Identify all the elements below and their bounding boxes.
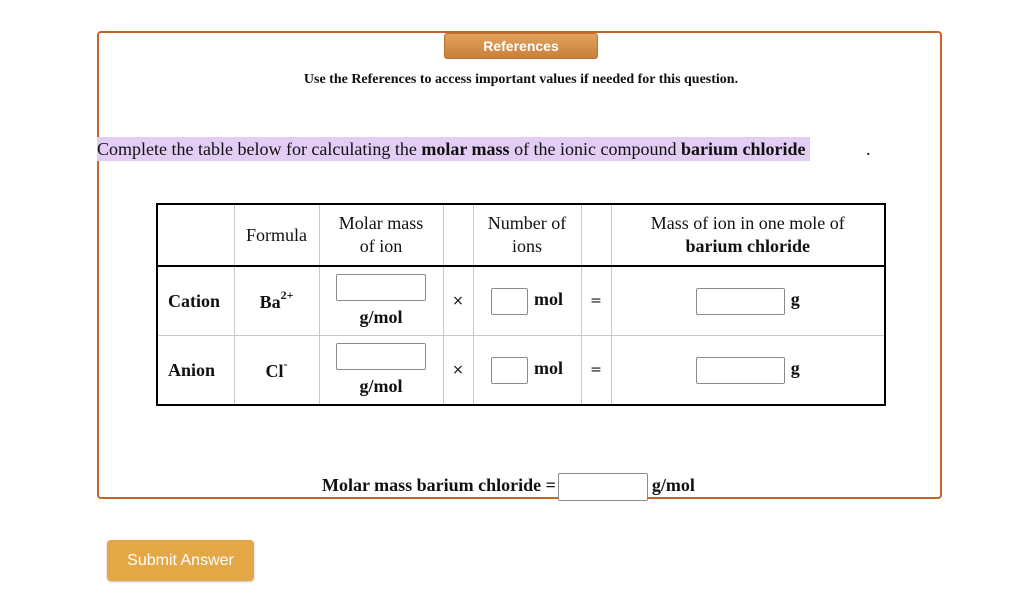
anion-number-input[interactable] (491, 357, 528, 384)
table-header-row (157, 204, 885, 266)
mol-unit: mol (534, 357, 563, 378)
gram-unit: g (790, 357, 800, 378)
total-equals: = (545, 475, 556, 495)
mass-cell (611, 336, 885, 406)
prompt-period: . (866, 139, 871, 159)
number-cell (473, 336, 581, 406)
ion-formula: Cl- (234, 336, 319, 406)
equals-sign: = (581, 266, 611, 336)
molar-mass-cell (319, 336, 443, 406)
header-formula: Formula (234, 204, 319, 266)
anion-mass-input[interactable] (696, 357, 785, 384)
total-unit: g/mol (651, 475, 695, 495)
equals-sign: = (581, 336, 611, 406)
header-empty (157, 204, 234, 266)
molar-mass-unit: g/mol (359, 307, 403, 327)
mol-unit: mol (534, 288, 563, 309)
gram-unit: g (790, 288, 800, 309)
references-note: Use the References to access important values if needed for this question. (303, 72, 739, 87)
cation-molar-mass-input[interactable] (336, 274, 426, 301)
question-prompt: Complete the table below for calculating the molar mass of the ionic compound barium chloride (97, 137, 810, 161)
molar-mass-unit: g/mol (359, 376, 403, 396)
header-molar-mass: Molar mass of ion (319, 204, 443, 266)
cation-mass-input[interactable] (696, 288, 785, 315)
times-sign: × (443, 336, 473, 406)
cation-number-input[interactable] (491, 288, 528, 315)
references-button[interactable]: References (444, 33, 598, 59)
total-molar-mass-input[interactable] (558, 473, 648, 501)
anion-molar-mass-input[interactable] (336, 343, 426, 370)
table-row-anion (157, 336, 885, 406)
times-sign: × (443, 266, 473, 336)
mass-cell (611, 266, 885, 336)
row-label: Cation (157, 266, 234, 336)
molar-mass-cell (319, 266, 443, 336)
ion-formula: $Ba^{2+}$ (234, 266, 319, 336)
number-cell (473, 266, 581, 336)
molar-mass-table (156, 203, 886, 406)
total-label: Molar mass barium chloride (322, 475, 542, 495)
total-molar-mass-line (322, 470, 695, 500)
row-label: Anion (157, 336, 234, 406)
submit-answer-button[interactable]: Submit Answer (107, 540, 254, 581)
header-op-2 (581, 204, 611, 266)
header-op-1 (443, 204, 473, 266)
header-number-of-ions: Number of ions (473, 204, 581, 266)
header-mass-of-ion: Mass of ion in one mole of barium chloride (611, 204, 885, 266)
table-row-cation (157, 266, 885, 336)
